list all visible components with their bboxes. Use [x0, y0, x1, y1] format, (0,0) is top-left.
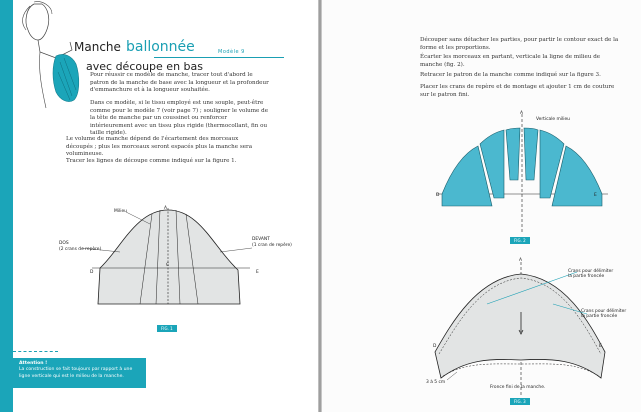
paragraph-1: Pour réussir ce modèle de manche, tracer tout d'abord le patron de la manche de base avec la longueur et la profondeur d'emmanchure et à la longueur souhaitée.: [90, 72, 269, 94]
fig2-caption: FIG. 2: [510, 237, 530, 244]
fig1-caption: FIG. 1: [157, 325, 177, 332]
fig3-label-d: D: [433, 344, 437, 349]
fig3-label-fronce: Fronce fini de la manche.: [490, 385, 546, 390]
model-tag: Modèle 9: [218, 49, 245, 55]
right-paragraph-1: Découper sans détacher les parties, pour partir le contour exact de la forme et les proportions.: [420, 37, 619, 51]
right-paragraph-4: Placer les crans de repère et de montage et ajouter 1 cm de couture sur le patron fini.: [420, 84, 615, 98]
left-page: [0, 0, 318, 412]
fig2-label-a: A: [520, 111, 524, 116]
fig1-label-dos-sub: (2 crans de repère): [59, 247, 102, 252]
right-page: [322, 0, 641, 412]
fig3-label-e: E: [599, 344, 602, 349]
attention-text: La construction se fait toujours par rapport à une ligne verticale qui est le milieu de la manche.: [19, 367, 133, 379]
fig1-label-e: E: [256, 270, 259, 275]
figure-1-sleeve-pattern: [80, 200, 260, 310]
paragraph-3: Le volume de manche dépend de l'écartement des morceaux découpés ; plus les morceaux seront espacés plus la manche sera volumineuse.: [66, 136, 253, 158]
fig1-label-milieu: Milieu: [114, 209, 127, 214]
fig2-label-d: D: [436, 193, 440, 198]
fig3-label-measure: 3 à 5 cm: [426, 380, 446, 385]
piece-right-inner: [524, 128, 538, 180]
fig2-label-vertical: Verticale milieu: [536, 117, 570, 122]
fig3-label-crans-right: Crans pour délimiter la partie froncée: [581, 309, 627, 319]
fig3-label-crans-top: Crans pour délimiter la partie froncée: [568, 269, 614, 279]
fig1-label-dos: DOS: [59, 241, 69, 246]
page-title: Manche ballonnée avec découpe en bas: [74, 39, 203, 73]
piece-left-inner: [506, 128, 520, 180]
attention-box: [13, 358, 146, 388]
fig1-label-devant: DEVANT: [252, 237, 270, 242]
fig3-caption: FIG. 3: [510, 398, 530, 405]
paragraph-2: Dans ce modèle, si le tissu employé est une souple, peut-être comme pour le modèle 7 (voir page 7) ; souligner le volume de la tête de manche par un coussinet ou renforcer intérieurement avec un tissu plus rigide (thermocollant, fin ou taille rigide).: [90, 100, 269, 137]
fig1-label-a: A: [164, 206, 168, 211]
fig2-label-e: E: [594, 193, 597, 198]
right-paragraph-2: Écarter les morceaux en partant, verticale la ligne de milieu de manche (fig. 2).: [420, 54, 601, 68]
fig1-label-c: C: [166, 263, 170, 268]
attention-divider: [13, 351, 58, 355]
figure-2-spread-pieces: [432, 110, 612, 235]
paragraph-4: Tracer les lignes de découpe comme indiqué sur la figure 1.: [66, 158, 237, 164]
title-rule: [154, 57, 284, 58]
fig3-label-a: A: [519, 258, 523, 263]
fig1-label-d: D: [90, 270, 94, 275]
figure-3-final-pattern: [427, 260, 617, 400]
sleeve-pattern-shape: [98, 210, 240, 304]
right-paragraph-3: Retracer le patron de la manche comme indiqué sur la figure 3.: [420, 72, 601, 78]
final-sleeve-shape: [435, 274, 605, 378]
attention-title: Attention !: [19, 361, 48, 366]
fig1-label-devant-sub: (1 cran de repère): [252, 243, 292, 248]
